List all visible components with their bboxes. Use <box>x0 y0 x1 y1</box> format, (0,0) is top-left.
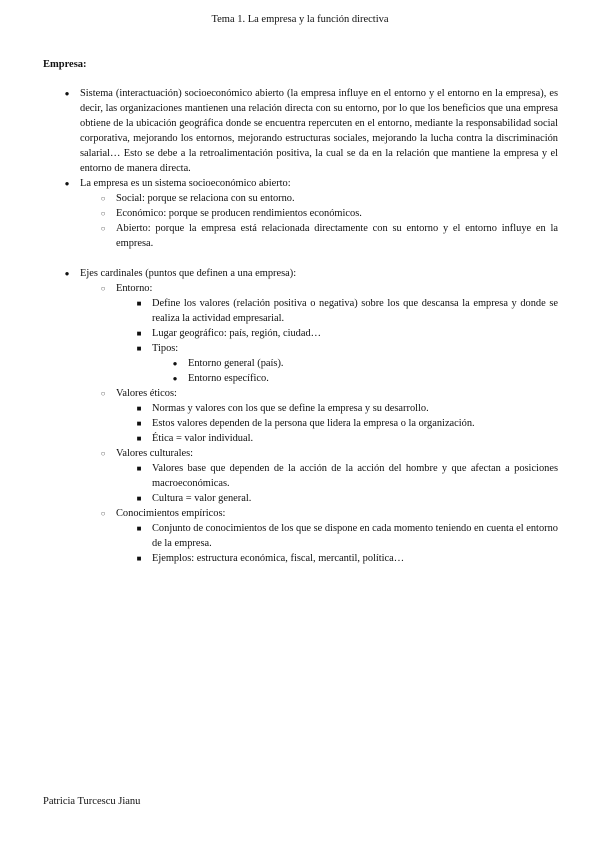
square-bullet-icon: ■ <box>136 344 142 353</box>
square-bullet-icon: ■ <box>136 404 142 413</box>
list-item <box>136 296 558 326</box>
list-item <box>64 86 558 176</box>
sub-list <box>172 356 558 386</box>
circle-bullet-icon: ○ <box>100 224 106 233</box>
list-item <box>64 266 558 281</box>
list-item-text: Económico: porque se producen rendimientos económicos. <box>116 208 362 219</box>
sub-list <box>136 296 558 386</box>
sub-list <box>100 191 558 251</box>
list-item-text: Valores base que dependen de la acción de la acción del hombre y que afectan a posiciones macroeconómicas. <box>152 463 558 489</box>
circle-bullet-icon: ○ <box>100 284 106 293</box>
list-item-text: Conocimientos empíricos: <box>116 508 226 519</box>
circle-bullet-icon: ○ <box>100 209 106 218</box>
list-item <box>136 491 558 506</box>
list-item <box>136 461 558 491</box>
bullet-icon: ● <box>172 374 178 383</box>
sub-list <box>136 461 558 506</box>
list-item-text: Social: porque se relaciona con su entorno. <box>116 193 295 204</box>
list-item-text: Valores éticos: <box>116 388 177 399</box>
list-item <box>172 371 558 386</box>
bullet-list <box>64 86 558 566</box>
circle-bullet-icon: ○ <box>100 194 106 203</box>
list-item <box>136 326 558 341</box>
list-item-text: Ejemplos: estructura económica, fiscal, mercantil, política… <box>152 553 405 564</box>
list-item <box>100 446 558 461</box>
list-item <box>100 506 558 521</box>
list-item-text: Sistema (interactuación) socioeconómico abierto (la empresa influye en el entorno y el entorno en la empresa), es decir, las organizaciones mantienen una relación directa con su entorno, por lo que los beneficios que una empresa obtiene de la ubicación geográfica donde se encuentra repercuten en el entorno, mediante la responsabilidad social corporativa, mejorando los entornos, mejorando estructuras sociales, mejorando la lucha contra la discriminación salarial… Esto se debe a la retroalimentación positiva, la cual se da en la relación que mantiene la empresa y el entorno de manera directa. <box>80 88 558 174</box>
square-bullet-icon: ■ <box>136 434 142 443</box>
sub-list <box>100 281 558 566</box>
list-item-text: Ejes cardinales (puntos que definen a una empresa): <box>80 268 297 279</box>
square-bullet-icon: ■ <box>136 464 142 473</box>
list-item-text: Tipos: <box>152 343 179 354</box>
section-heading: Empresa: <box>43 59 87 70</box>
sub-list <box>136 401 558 446</box>
square-bullet-icon: ■ <box>136 554 142 563</box>
footer-author: Patricia Turcescu Jianu <box>43 796 141 807</box>
bullet-icon: ● <box>64 179 70 188</box>
square-bullet-icon: ■ <box>136 524 142 533</box>
square-bullet-icon: ■ <box>136 299 142 308</box>
list-item-text: La empresa es un sistema socioeconómico abierto: <box>80 178 291 189</box>
list-item-text: Define los valores (relación positiva o negativa) sobre los que descansa la empresa y donde se realiza la actividad empresarial. <box>152 298 558 324</box>
list-item <box>100 206 558 221</box>
list-item-text: Entorno específico. <box>188 373 269 384</box>
bullet-icon: ● <box>64 89 70 98</box>
square-bullet-icon: ■ <box>136 419 142 428</box>
list-item <box>136 416 558 431</box>
list-item <box>136 341 558 356</box>
bullet-icon: ● <box>172 359 178 368</box>
list-item-text: Estos valores dependen de la persona que lidera la empresa o la organización. <box>152 418 475 429</box>
list-item <box>100 191 558 206</box>
list-item-text: Ética = valor individual. <box>152 433 254 444</box>
list-item-text: Abierto: porque la empresa está relacionada directamente con su entorno y el entorno influye en la empresa. <box>116 223 558 249</box>
list-item <box>136 401 558 416</box>
circle-bullet-icon: ○ <box>100 389 106 398</box>
list-item-text: Normas y valores con los que se define la empresa y su desarrollo. <box>152 403 429 414</box>
blank-line <box>80 251 558 266</box>
list-item <box>136 521 558 551</box>
list-item <box>100 281 558 296</box>
bullet-icon: ● <box>64 269 70 278</box>
list-item-text: Conjunto de conocimientos de los que se dispone en cada momento teniendo en cuenta el entorno de la empresa. <box>152 523 558 549</box>
list-item-text: Entorno: <box>116 283 153 294</box>
circle-bullet-icon: ○ <box>100 509 106 518</box>
square-bullet-icon: ■ <box>136 494 142 503</box>
square-bullet-icon: ■ <box>136 329 142 338</box>
sub-list <box>136 521 558 566</box>
list-item <box>64 176 558 191</box>
list-item-text: Entorno general (país). <box>188 358 284 369</box>
circle-bullet-icon: ○ <box>100 449 106 458</box>
list-item <box>136 431 558 446</box>
list-item-text: Cultura = valor general. <box>152 493 252 504</box>
list-item <box>100 386 558 401</box>
list-item <box>172 356 558 371</box>
list-item-text: Lugar geográfico: país, región, ciudad… <box>152 328 322 339</box>
list-item-text: Valores culturales: <box>116 448 194 459</box>
page-header-title: Tema 1. La empresa y la función directiva <box>211 14 389 25</box>
list-item <box>136 551 558 566</box>
list-item <box>100 221 558 251</box>
